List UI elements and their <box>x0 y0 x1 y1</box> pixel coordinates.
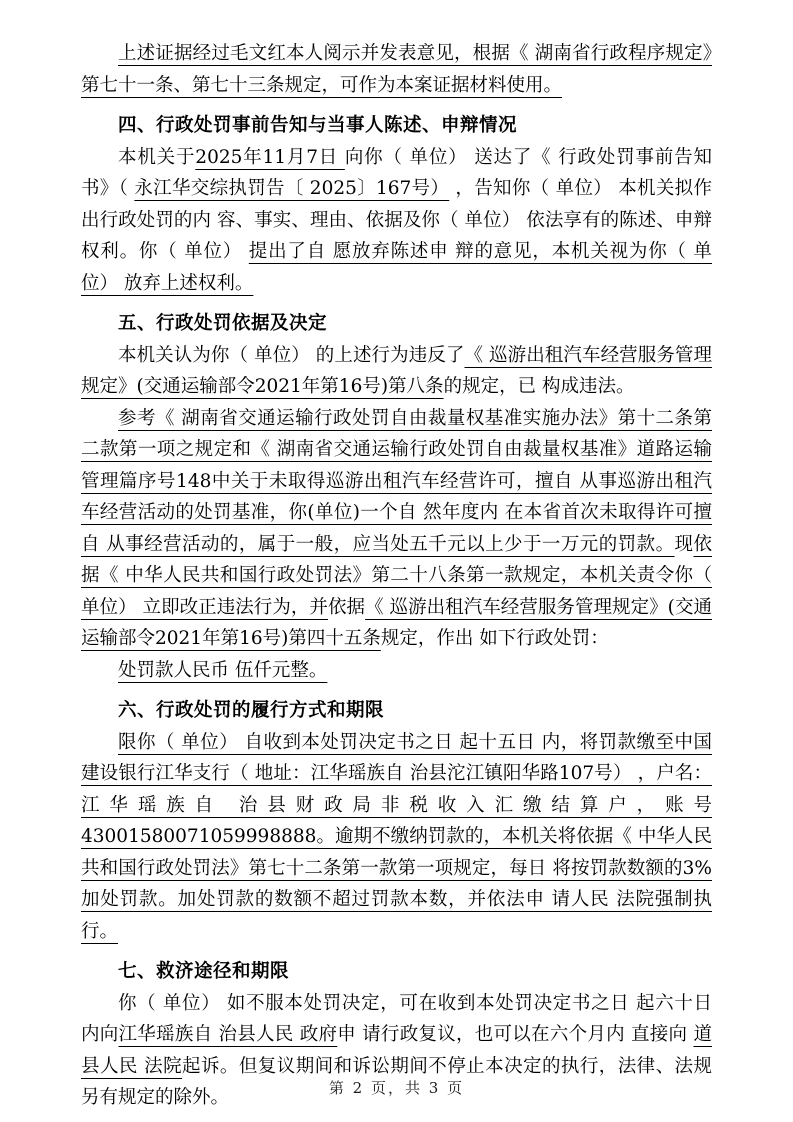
filled-in-text: 依据《 中华人民共和国行政处罚法》第二十八条第一款规定，本机关责令你（ 单位） 立即改正违法行为，并 <box>81 533 712 618</box>
text-run: 申 请行政复议，也可以在六个月内 直接向 <box>337 1024 694 1045</box>
text-run: 本机关于 <box>118 146 196 168</box>
filled-in-text: 《 巡游出租汽车经营服务管理规定》(交通运输部令2021年第16号)第八条 <box>81 344 713 397</box>
paragraph <box>81 403 712 655</box>
paragraph <box>81 142 712 300</box>
section-heading: 四、行政处罚事前告知与当事人陈述、申辩情况 <box>118 115 518 136</box>
section-heading: 五、行政处罚依据及决定 <box>118 313 328 334</box>
filled-in-text: 处罚款人民币 伍仟元整。 <box>118 659 328 681</box>
text-run: 依据 <box>327 596 366 618</box>
text-run: 向你（ 单位） 送达了《 行政处罚事前告知书》（ <box>81 146 712 199</box>
filled-in-text: 参考《 湖南省交通运输行政处罚自由裁量权基准实施办法》第十二条第二款第一项之规定和《 湖南省交通运输行政处罚自由裁量权基准》道路运输管理篇序号148中关于未取得巡游出租汽车经营许可，擅自 从事巡游出租汽车经营活动的处罚基准，你(单位)一个自 然年度内 在本省首次未取得许可擅自 从事经营活动的，属于一般，应当处五千元以上少于一万元的罚款。 <box>81 407 712 555</box>
text-run: 现 <box>674 533 694 555</box>
paragraph <box>81 340 712 403</box>
section-heading: 七、救济途径和期限 <box>118 961 290 982</box>
section-heading: 六、行政处罚的履行方式和期限 <box>118 700 385 721</box>
filled-in-text: 上述证据经过毛文红本人阅示并发表意见，根据《 湖南省行政程序规定》第七十一条、第七十三条规定，可作为本案证据材料使用。 <box>81 43 712 96</box>
filled-in-text: 永江华交综执罚告〔 2025〕167号） <box>134 178 450 199</box>
text-run: 起诉。但复议期间和诉讼期间不停止本决定的执行，法律、法规另有规定的除外。 <box>81 1055 712 1108</box>
filled-in-text: 2025年11月7日 <box>195 146 345 168</box>
paragraph <box>81 727 712 948</box>
filled-in-text: 江华瑶族自 治县人民 政府 <box>118 1024 338 1045</box>
filled-in-text: 道县人民 法院 <box>81 1024 712 1077</box>
paragraph <box>81 655 712 687</box>
filled-in-text: 提出了自 愿放弃陈述申 辩的意见，本机关视为你（ 单位） 放弃上述权利。 <box>81 241 712 294</box>
document-body <box>81 38 712 1114</box>
paragraph <box>81 38 712 101</box>
text-run: ，告知你（ 单位） 本机关拟作出行政处罚的内 容、事实、理由、依据及你（ 单位） 依法享有的陈述、申辩权利。你（ 单位） <box>81 178 712 262</box>
page-number-footer: 第 2 页，共 3 页 <box>328 1079 465 1097</box>
filled-in-text: 限你（ 单位） 自收到本处罚决定书之日 起十五日 内，将罚款缴至中国建设银行江华支行（ 地址：江华瑶族自 治县沱江镇阳华路107号） ，户名：江华瑶族自 治县财政局非税收入汇缴结算户，账号43001580071059998888。逾期不缴纳罚款的，本机关将依据《 中华人民共和国行政处罚法》第七十二条第一款第一项规定，每日 将按罚款数额的3%加处罚款。加处罚款的数额不超过罚款本数，并依法申 请人民 法院强制执行。 <box>81 731 712 942</box>
filled-in-text: 《 巡游出租汽车经营服务管理规定》(交通运输部令2021年第16号)第四十五条 <box>81 596 712 649</box>
text-run: 你（ 单位） 如不服本处罚决定，可在收到本处罚决定书之日 起六十日 内向 <box>81 992 712 1045</box>
text-run: 规定，作出 如下行政处罚： <box>380 628 609 649</box>
text-run: 本机关认为你（ 单位） 的上述行为违反了 <box>118 344 465 366</box>
text-run: 的规定，已 构成违法。 <box>443 376 635 397</box>
